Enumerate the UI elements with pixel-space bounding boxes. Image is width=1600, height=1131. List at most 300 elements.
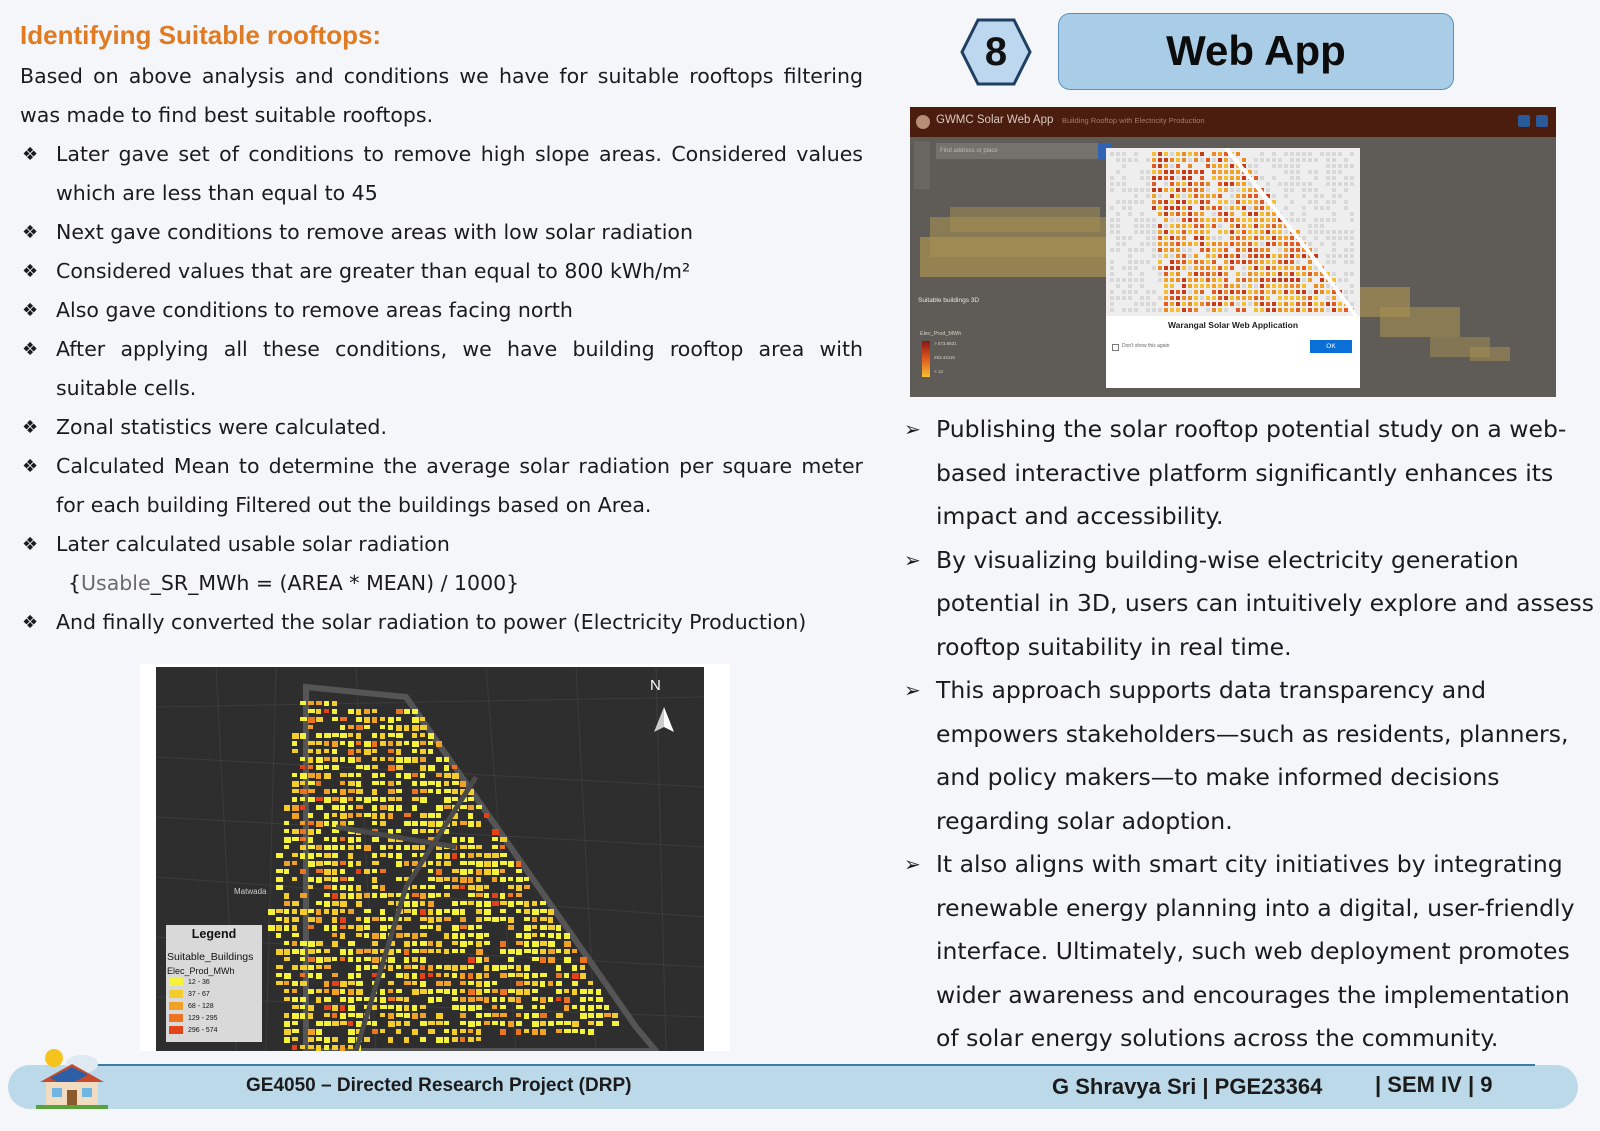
building-footprint <box>356 709 361 715</box>
building-footprint <box>340 845 345 850</box>
building-footprint <box>476 901 482 907</box>
building-footprint <box>444 989 450 994</box>
dialog-building <box>1176 206 1180 210</box>
building-footprint <box>460 885 465 889</box>
dialog-building <box>1170 188 1174 192</box>
dialog-building <box>1278 182 1282 186</box>
building-footprint <box>460 853 465 858</box>
conditions-list-final <box>20 603 863 642</box>
dialog-building <box>1302 272 1306 276</box>
building-footprint <box>380 797 386 802</box>
dialog-building <box>1278 158 1282 162</box>
building-footprint <box>308 741 315 745</box>
dialog-building <box>1128 194 1132 198</box>
dialog-building <box>1332 296 1336 300</box>
building-footprint <box>468 845 475 849</box>
building-footprint <box>372 749 377 753</box>
building-footprint <box>452 877 458 882</box>
building-footprint <box>420 741 426 745</box>
dialog-building <box>1230 248 1234 252</box>
building-footprint <box>276 925 282 931</box>
building-footprint <box>332 797 339 801</box>
dialog-building <box>1302 218 1306 222</box>
dialog-building <box>1128 278 1132 282</box>
building-footprint <box>412 845 419 850</box>
building-footprint <box>316 941 323 946</box>
building-footprint <box>412 717 419 723</box>
dialog-building <box>1290 266 1294 270</box>
dialog-building <box>1122 260 1126 264</box>
dialog-building <box>1272 302 1276 306</box>
dialog-building <box>1332 308 1336 312</box>
diamond-bullet-icon: ❖ <box>22 456 39 477</box>
dialog-building <box>1206 248 1210 252</box>
building-footprint <box>380 869 386 873</box>
building-footprint <box>348 877 354 881</box>
dialog-building <box>1158 242 1162 246</box>
dialog-building <box>1176 242 1180 246</box>
dialog-building <box>1164 212 1168 216</box>
building-footprint <box>316 733 322 738</box>
building-footprint <box>420 925 427 929</box>
dialog-building <box>1254 278 1258 282</box>
building-footprint <box>468 821 474 827</box>
building-footprint <box>372 949 378 954</box>
building-footprint <box>532 949 538 954</box>
dialog-building <box>1320 218 1324 222</box>
dialog-building <box>1284 242 1288 246</box>
dialog-building <box>1176 236 1180 240</box>
building-footprint <box>468 965 474 969</box>
building-footprint <box>420 885 426 889</box>
dialog-building <box>1164 254 1168 258</box>
building-footprint <box>420 901 425 906</box>
building-footprint <box>396 1029 401 1034</box>
building-footprint <box>380 805 387 810</box>
dialog-building <box>1254 224 1258 228</box>
building-footprint <box>532 957 539 961</box>
dialog-building <box>1158 188 1162 192</box>
building-footprint <box>308 973 313 978</box>
dialog-building-footprints <box>1110 152 1354 312</box>
building-footprint <box>396 709 403 714</box>
dialog-building <box>1122 158 1126 162</box>
building-footprint <box>332 941 338 947</box>
dialog-building <box>1212 164 1216 168</box>
diamond-bullet-icon: ❖ <box>22 300 39 321</box>
dialog-building <box>1206 308 1210 312</box>
building-footprint <box>532 925 537 929</box>
dialog-building <box>1272 254 1276 258</box>
dialog-building <box>1290 176 1294 180</box>
building-footprint <box>388 901 394 905</box>
legend-layer: Suitable_Buildings <box>167 951 254 963</box>
building-footprint <box>292 989 297 993</box>
building-footprint <box>460 1013 466 1018</box>
building-footprint <box>348 1045 353 1049</box>
dialog-building <box>1134 236 1138 240</box>
building-footprint <box>316 909 321 915</box>
building-footprint <box>356 757 361 762</box>
dialog-building <box>1116 188 1120 192</box>
building-footprint <box>436 773 442 777</box>
legend-class: 12 - 36 <box>166 976 262 988</box>
dialog-building <box>1326 248 1330 252</box>
dialog-building <box>1140 176 1144 180</box>
dialog-building <box>1242 182 1246 186</box>
dialog-building <box>1260 260 1264 264</box>
dialog-building <box>1296 200 1300 204</box>
dialog-building <box>1128 182 1132 186</box>
ok-button[interactable]: OK <box>1310 340 1352 353</box>
building-footprint <box>372 933 379 939</box>
dialog-building <box>1176 248 1180 252</box>
dialog-building <box>1284 176 1288 180</box>
building-footprint <box>396 797 402 801</box>
dialog-building <box>1116 260 1120 264</box>
dialog-building <box>1308 272 1312 276</box>
building-footprint <box>388 725 393 730</box>
dialog-building <box>1350 254 1354 258</box>
dialog-building <box>1152 242 1156 246</box>
dialog-building <box>1248 164 1252 168</box>
dialog-building <box>1212 200 1216 204</box>
building-footprint <box>284 909 289 914</box>
building-footprint <box>492 829 499 835</box>
dialog-building <box>1212 254 1216 258</box>
dialog-building <box>1290 272 1294 276</box>
building-footprint <box>364 749 371 755</box>
building-footprint <box>380 813 385 819</box>
dialog-building <box>1296 266 1300 270</box>
building-footprint <box>508 965 514 969</box>
dialog-building <box>1266 278 1270 282</box>
dialog-building <box>1134 194 1138 198</box>
building-footprint <box>524 877 529 881</box>
dialog-building <box>1110 182 1114 186</box>
building-footprint <box>332 733 339 737</box>
dialog-building <box>1284 158 1288 162</box>
building-footprint <box>364 845 371 851</box>
building-footprint <box>340 893 346 899</box>
dialog-building <box>1170 236 1174 240</box>
building-footprint <box>388 741 393 746</box>
dialog-building <box>1314 308 1318 312</box>
dialog-building <box>1170 212 1174 216</box>
building-footprint <box>332 789 337 793</box>
dialog-building <box>1200 158 1204 162</box>
dont-show-checkbox[interactable] <box>1112 344 1119 351</box>
dialog-building <box>1146 164 1150 168</box>
dialog-building <box>1200 236 1204 240</box>
building-footprint <box>508 997 515 1002</box>
building-footprint <box>380 733 385 739</box>
building-footprint <box>484 901 491 907</box>
dialog-building <box>1284 170 1288 174</box>
building-footprint <box>420 1005 426 1009</box>
dialog-building <box>1326 170 1330 174</box>
dialog-building <box>1344 254 1348 258</box>
info-button[interactable] <box>1518 115 1530 127</box>
building-footprint <box>348 725 354 729</box>
dialog-building <box>1326 206 1330 210</box>
dialog-building <box>1212 170 1216 174</box>
dialog-building <box>1344 218 1348 222</box>
dialog-building <box>1248 188 1252 192</box>
building-footprint <box>540 901 546 905</box>
dialog-building <box>1278 302 1282 306</box>
building-footprint <box>388 989 393 993</box>
dialog-building <box>1320 224 1324 228</box>
building-footprint <box>340 981 347 987</box>
dialog-building <box>1338 212 1342 216</box>
dialog-building <box>1350 176 1354 180</box>
building-footprint <box>468 1029 473 1033</box>
dialog-building <box>1176 200 1180 204</box>
building-footprint <box>396 805 402 811</box>
dialog-building <box>1224 266 1228 270</box>
building-footprint <box>372 869 377 873</box>
diamond-bullet-icon: ❖ <box>22 261 39 282</box>
building-footprint <box>332 981 339 986</box>
building-footprint <box>300 773 307 779</box>
building-footprint <box>356 885 361 891</box>
dialog-building <box>1230 218 1234 222</box>
dialog-building <box>1122 212 1126 216</box>
dialog-building <box>1260 266 1264 270</box>
building-footprint <box>284 901 290 906</box>
dialog-building <box>1320 164 1324 168</box>
dialog-building <box>1284 296 1288 300</box>
dialog-building <box>1266 188 1270 192</box>
dialog-building <box>1248 278 1252 282</box>
building-footprint <box>524 941 529 947</box>
building-footprint <box>316 1029 322 1035</box>
building-footprint <box>532 981 538 986</box>
dialog-building <box>1134 296 1138 300</box>
dialog-building <box>1194 200 1198 204</box>
dialog-building <box>1140 236 1144 240</box>
dialog-building <box>1266 290 1270 294</box>
dialog-building <box>1344 230 1348 234</box>
building-footprint <box>588 981 593 985</box>
dialog-building <box>1182 302 1186 306</box>
dialog-building <box>1272 164 1276 168</box>
dialog-building <box>1218 290 1222 294</box>
dialog-building <box>1134 188 1138 192</box>
dialog-building <box>1128 242 1132 246</box>
dialog-building <box>1278 266 1282 270</box>
dialog-building <box>1272 188 1276 192</box>
dialog-building <box>1212 272 1216 276</box>
dialog-building <box>1302 266 1306 270</box>
dialog-building <box>1314 278 1318 282</box>
dialog-building <box>1116 236 1120 240</box>
dialog-building <box>1290 206 1294 210</box>
dialog-building <box>1212 266 1216 270</box>
building-footprint <box>340 949 346 955</box>
web-legend-value: > 573.8831 <box>934 341 957 346</box>
dialog-building <box>1344 176 1348 180</box>
building-footprint <box>372 885 378 889</box>
building-footprint <box>508 957 514 962</box>
dialog-building <box>1308 206 1312 210</box>
dialog-building <box>1314 212 1318 216</box>
building-footprint <box>436 981 443 986</box>
building-footprint <box>564 941 571 947</box>
building-footprint <box>308 917 315 922</box>
building-footprint <box>308 909 314 913</box>
dialog-building <box>1218 284 1222 288</box>
dialog-building <box>1212 284 1216 288</box>
building-footprint <box>412 821 418 826</box>
building-footprint <box>308 789 315 793</box>
layers-button[interactable] <box>1536 115 1548 127</box>
dialog-building <box>1260 170 1264 174</box>
building-footprint <box>404 957 409 963</box>
building-footprint <box>524 949 531 953</box>
building-footprint <box>300 765 305 769</box>
building-footprint <box>300 805 305 810</box>
dialog-building <box>1170 272 1174 276</box>
list-item: ❖ Calculated Mean to determine the average solar radiation per square meter for each building Filtered out the buildings based on Area. <box>20 447 863 525</box>
building-footprint <box>428 917 434 923</box>
dialog-building <box>1284 266 1288 270</box>
dialog-building <box>1224 254 1228 258</box>
building-footprint <box>556 925 561 931</box>
building-footprint <box>444 933 449 939</box>
building-footprint <box>324 965 331 969</box>
building-footprint <box>316 965 322 969</box>
dialog-building <box>1296 260 1300 264</box>
building-footprint <box>452 949 458 953</box>
building-footprint <box>332 701 337 706</box>
dialog-building <box>1308 188 1312 192</box>
building-footprint <box>420 909 426 915</box>
building-footprint <box>300 909 307 915</box>
building-footprint <box>516 989 523 995</box>
building-footprint <box>564 957 571 963</box>
dialog-building <box>1242 260 1246 264</box>
zoom-controls[interactable] <box>914 141 930 189</box>
dialog-building <box>1164 158 1168 162</box>
building-footprint <box>452 1005 459 1010</box>
building-footprint <box>452 773 459 779</box>
building-footprint <box>476 845 482 849</box>
building-footprint <box>316 701 322 705</box>
dialog-building <box>1302 278 1306 282</box>
building-footprint <box>388 1005 394 1009</box>
building-footprint <box>428 965 433 971</box>
building-footprint <box>348 749 354 755</box>
building-footprint <box>412 973 417 979</box>
dialog-building <box>1206 254 1210 258</box>
dialog-building <box>1140 170 1144 174</box>
dialog-building <box>1182 194 1186 198</box>
building-footprint <box>372 1005 377 1010</box>
dialog-building <box>1344 170 1348 174</box>
dialog-building <box>1290 284 1294 288</box>
dialog-building <box>1110 266 1114 270</box>
dialog-building <box>1146 212 1150 216</box>
dialog-building <box>1218 182 1222 186</box>
dialog-building <box>1110 152 1114 156</box>
dialog-building <box>1260 302 1264 306</box>
building-footprint <box>404 773 411 779</box>
place-label: Matwada <box>234 887 267 896</box>
building-footprint <box>436 1013 443 1019</box>
dialog-building <box>1116 212 1120 216</box>
dialog-building <box>1176 194 1180 198</box>
building-footprint <box>516 901 523 905</box>
building-footprint <box>476 861 483 867</box>
building-footprint <box>508 885 514 889</box>
building-footprint <box>420 757 426 762</box>
building-footprint <box>300 757 305 761</box>
dialog-building <box>1152 272 1156 276</box>
dialog-building <box>1254 170 1258 174</box>
building-footprint <box>292 1037 298 1041</box>
building-footprint <box>532 1005 537 1009</box>
building-footprint <box>372 941 378 946</box>
dialog-building <box>1236 254 1240 258</box>
dialog-building <box>1200 290 1204 294</box>
dialog-building <box>1212 248 1216 252</box>
dialog-building <box>1206 302 1210 306</box>
dialog-building <box>1152 182 1156 186</box>
building-footprint <box>556 965 561 971</box>
dialog-building <box>1236 284 1240 288</box>
list-item: ❖ Later gave set of conditions to remove high slope areas. Considered values which are less than equal to 45 <box>20 135 863 213</box>
dialog-building <box>1284 212 1288 216</box>
dialog-building <box>1308 158 1312 162</box>
dialog-building <box>1296 290 1300 294</box>
building-footprint <box>388 789 395 794</box>
building-footprint <box>340 997 346 1002</box>
dialog-building <box>1200 302 1204 306</box>
dialog-building <box>1164 272 1168 276</box>
dialog-building <box>1338 206 1342 210</box>
dialog-building <box>1266 158 1270 162</box>
building-footprint <box>364 869 370 874</box>
building-footprint <box>356 797 362 801</box>
building-footprint <box>412 725 419 731</box>
building-footprint <box>484 933 489 937</box>
building-footprint <box>324 909 329 914</box>
building-footprint <box>380 821 386 826</box>
building-footprint <box>316 781 321 786</box>
building-footprint <box>308 701 314 705</box>
building-footprint <box>492 845 498 849</box>
dialog-building <box>1176 188 1180 192</box>
dialog-building <box>1200 260 1204 264</box>
dialog-building <box>1344 242 1348 246</box>
building-footprint <box>308 941 315 947</box>
building-footprint <box>292 861 297 865</box>
building-footprint <box>412 1005 417 1011</box>
dialog-building <box>1344 308 1348 312</box>
dialog-building <box>1116 230 1120 234</box>
building-footprint <box>348 909 354 914</box>
dialog-building <box>1326 254 1330 258</box>
building-footprint <box>540 925 547 930</box>
dialog-building <box>1290 158 1294 162</box>
building-footprint <box>380 725 385 729</box>
dialog-building <box>1218 206 1222 210</box>
building-footprint <box>308 797 315 802</box>
search-input[interactable]: Find address or place <box>936 143 1100 159</box>
building-footprint <box>396 853 402 859</box>
